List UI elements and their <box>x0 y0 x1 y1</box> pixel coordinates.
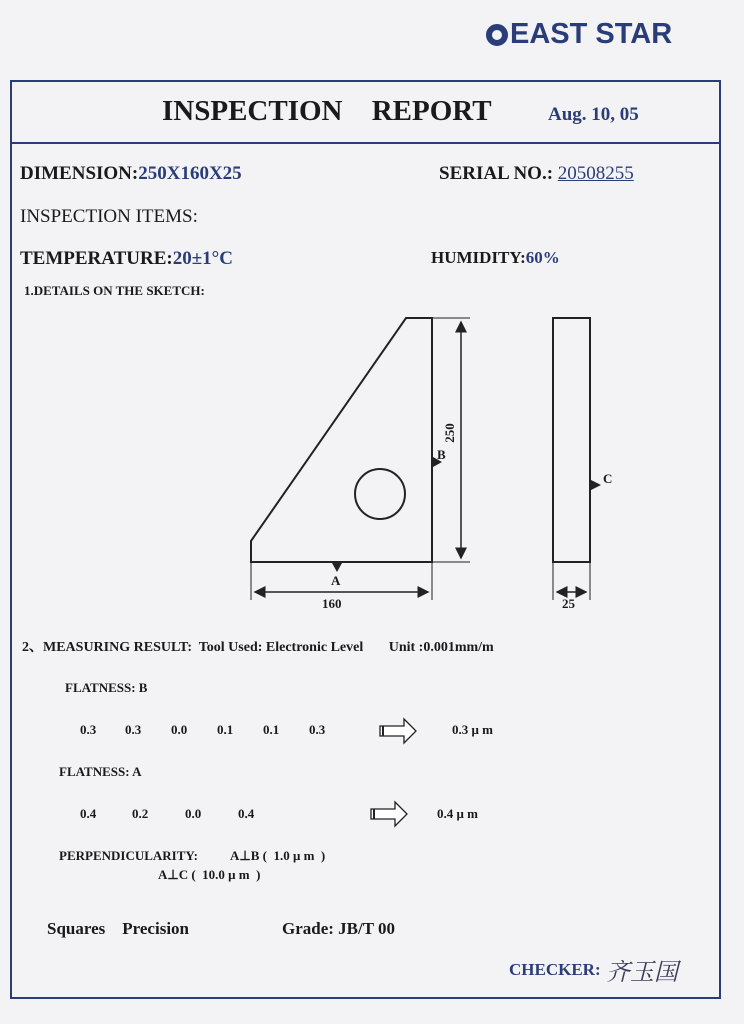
marker-c-label: C <box>603 471 613 486</box>
flatness-b-value: 0.0 <box>171 722 188 737</box>
flatness-b-label: FLATNESS: B <box>65 680 148 695</box>
product-label: Squares Precision <box>47 919 189 938</box>
flatness-a-value: 0.2 <box>132 806 149 821</box>
temperature-value: 20±1°C <box>172 248 233 269</box>
temperature-label: TEMPERATURE: <box>20 248 173 269</box>
marker-b-label: B <box>437 447 446 462</box>
serial-value: 20508255 <box>557 163 634 184</box>
tool-used: Tool Used: Electronic Level <box>198 640 364 655</box>
flatness-b-value: 0.3 <box>80 722 97 737</box>
square-hole <box>355 469 405 519</box>
flatness-b-result: 0.3 μ m <box>452 722 493 737</box>
humidity-value: 60% <box>525 248 560 267</box>
marker-a-triangle <box>332 563 342 572</box>
flatness-a-value: 0.4 <box>80 806 97 821</box>
flatness-a-result: 0.4 μ m <box>437 806 478 821</box>
report-title: INSPECTION REPORT <box>162 95 492 127</box>
square-outline <box>251 318 432 562</box>
serial-label: SERIAL NO.: <box>439 163 554 184</box>
marker-a-label: A <box>331 573 341 588</box>
perpendicularity-label: PERPENDICULARITY: <box>59 848 198 863</box>
dimension-label: DIMENSION: <box>20 163 139 184</box>
result-row <box>22 636 494 656</box>
checker-signature: 齐玉国 <box>606 960 678 986</box>
perpendicularity-ab: A⊥B ( 1.0 μ m ) <box>230 848 326 863</box>
width-dim-label: 160 <box>322 596 342 611</box>
humidity-label: HUMIDITY: <box>431 248 526 267</box>
flatness-a-label: FLATNESS: A <box>59 764 142 779</box>
grade-label: Grade: JB/T 00 <box>282 919 396 938</box>
inspection-items-label: INSPECTION ITEMS: <box>20 206 198 227</box>
dimension-value: 250X160X25 <box>138 163 242 184</box>
flatness-b-value: 0.3 <box>125 722 142 737</box>
checker-label: CHECKER: <box>509 960 601 979</box>
sketch-heading: 1.DETAILS ON THE SKETCH: <box>24 283 205 298</box>
flatness-b-value: 0.3 <box>309 722 326 737</box>
marker-c-triangle <box>591 480 601 490</box>
thickness-dim-label: 25 <box>562 596 575 611</box>
flatness-a-value: 0.0 <box>185 806 202 821</box>
result-heading: 2、MEASURING RESULT: <box>22 640 192 655</box>
flatness-a-value: 0.4 <box>238 806 255 821</box>
height-dim-label: 250 <box>441 423 457 443</box>
flatness-b-value: 0.1 <box>263 722 280 737</box>
perpendicularity-ac: A⊥C ( 10.0 μ m ) <box>158 867 261 882</box>
side-view-outline <box>553 318 590 562</box>
unit-label: Unit :0.001mm/m <box>388 640 494 655</box>
flatness-b-value: 0.1 <box>217 722 234 737</box>
report-date: Aug. 10, 05 <box>548 104 639 125</box>
logo-text: EAST STAR <box>510 18 673 50</box>
